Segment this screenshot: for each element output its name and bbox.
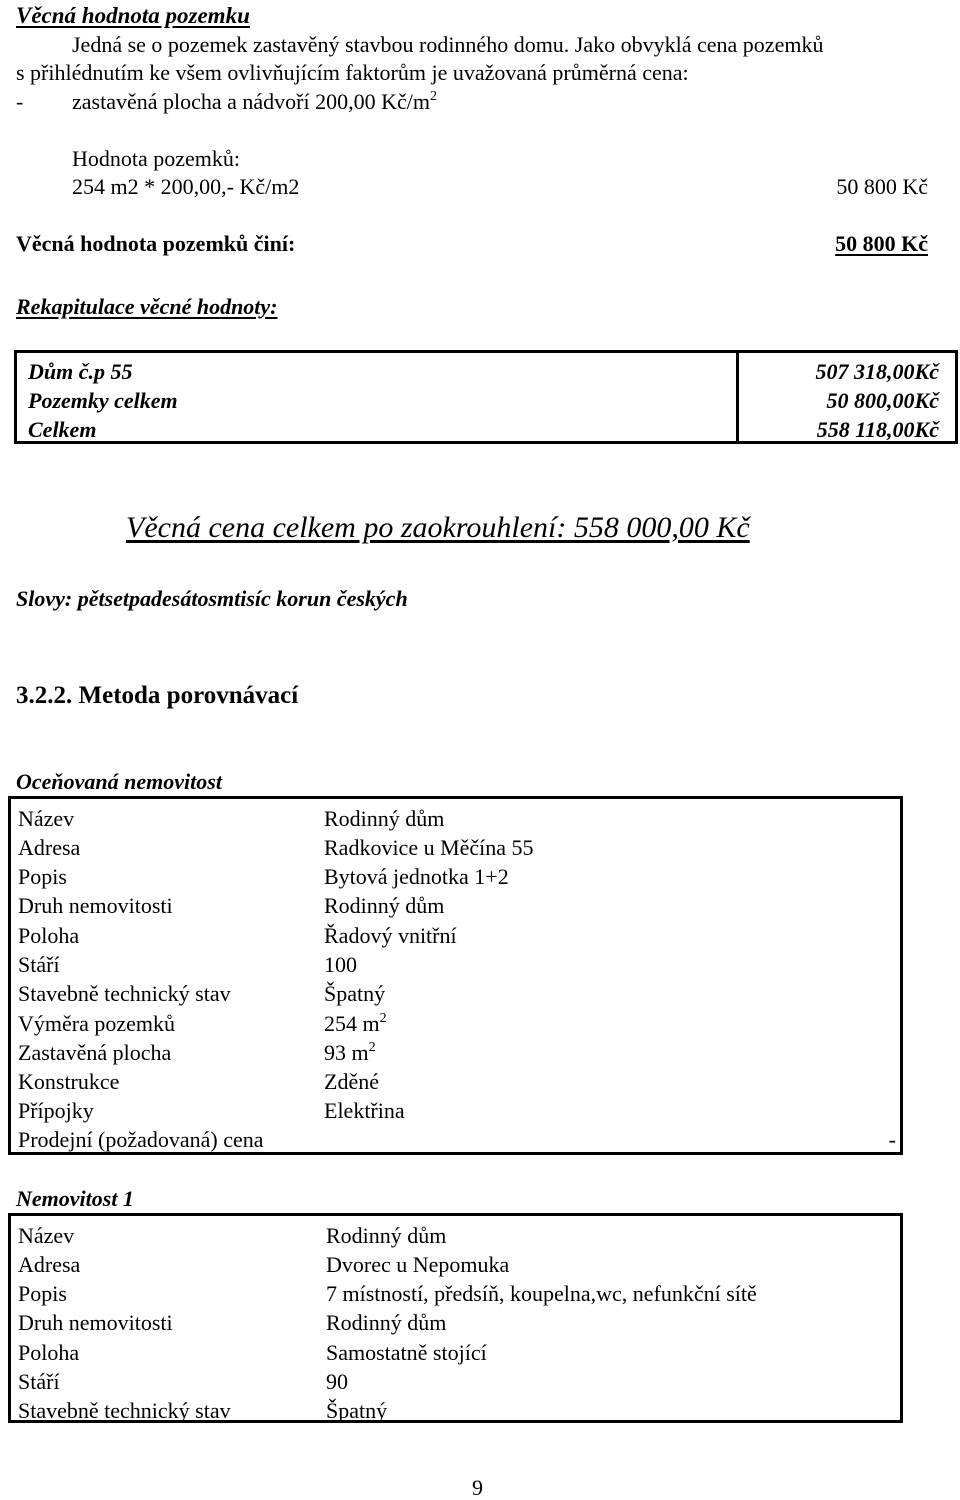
comparable-row-label: Adresa [18,1252,81,1277]
total-land-value: 50 800 Kč [835,231,928,256]
page-number: 9 [472,1475,483,1500]
subject-row-value: Špatný [324,981,386,1006]
calc-formula: 254 m2 * 200,00,- Kč/m2 [72,174,300,199]
comparable-row-value: Rodinný dům [326,1310,447,1335]
subject-row-value: Řadový vnitřní [324,923,457,948]
recap-table [14,350,958,444]
comparable-row-label: Název [18,1223,75,1248]
comparable-row-value: 7 místností, předsíň, koupelna,wc, nefunkční sítě [326,1281,757,1306]
subject-row-value: Bytová jednotka 1+2 [324,864,509,889]
comparable1-table [8,1213,903,1423]
intro-line-3-sup: 2 [429,89,437,104]
subject-row-label: Stáří [18,952,60,977]
recap-value-total: 558 118,00Kč [816,417,939,442]
intro-line-1: Jedná se o pozemek zastavěný stavbou rodinného domu. Jako obvyklá cena pozemků [72,32,824,57]
intro-line-3-text: zastavěná plocha a nádvoří 200,00 Kč/m [72,89,430,114]
section-title: Věcná hodnota pozemku [16,3,250,28]
subject-row-label: Výměra pozemků [18,1011,175,1036]
recap-value-house: 507 318,00Kč [815,359,939,384]
comparable-row-value: Dvorec u Nepomuka [326,1252,510,1277]
subject-row-label: Zastavěná plocha [18,1040,172,1065]
recap-divider [736,353,739,441]
subject-row-label: Poloha [18,923,80,948]
comparable-row-value: 90 [326,1369,348,1394]
subject-row-value [324,1042,376,1064]
subject-row-label: Popis [18,864,67,889]
comparable-row-value: Samostatně stojící [326,1340,487,1365]
comparable1-title: Nemovitost 1 [16,1186,134,1211]
comparable-row-label: Stavebně technický stav [18,1398,231,1423]
recap-title: Rekapitulace věcné hodnoty: [16,294,278,319]
calc-label: Hodnota pozemků: [72,146,241,171]
subject-row-label: Stavebně technický stav [18,981,231,1006]
rounded-total: Věcná cena celkem po zaokrouhlení: 558 000,00 Kč [126,511,750,544]
subject-built-area-value: 93 m [324,1040,369,1065]
subject-row-label: Přípojky [18,1098,94,1123]
recap-value-land: 50 800,00Kč [826,388,939,413]
subject-area-value: 254 m [324,1011,380,1036]
subject-area-sup: 2 [379,1011,387,1026]
comparable-row-value: Rodinný dům [326,1223,447,1248]
recap-label-house: Dům č.p 55 [28,359,133,384]
comparable-row-label: Poloha [18,1340,80,1365]
intro-line-3 [72,91,437,113]
recap-label-land: Pozemky celkem [28,388,178,413]
subject-row-label: Název [18,806,75,831]
subject-row-value [324,1013,387,1035]
comparable-row-label: Popis [18,1281,67,1306]
intro-line-3-dash: - [16,89,24,114]
subject-table [8,796,903,1155]
comparable-row-label: Druh nemovitosti [18,1310,173,1335]
comparable-row-label: Stáří [18,1369,60,1394]
amount-in-words: Slovy: pětsetpadesátosmtisíc korun českých [16,586,408,611]
comparable-row-value: Špatný [326,1398,388,1423]
subject-row-value: Radkovice u Měčína 55 [324,835,534,860]
subject-row-label: Prodejní (požadovaná) cena [18,1127,264,1152]
subject-row-label: Druh nemovitosti [18,893,173,918]
subject-built-area-sup: 2 [368,1040,376,1055]
total-land-label: Věcná hodnota pozemků činí: [16,231,296,256]
subject-title: Oceňovaná nemovitost [16,769,222,794]
subject-row-value: Zděné [324,1069,379,1094]
subject-row-value: Rodinný dům [324,893,445,918]
subject-row-label: Adresa [18,835,81,860]
subject-row-value: 100 [324,952,357,977]
recap-label-total: Celkem [28,417,97,442]
subject-row-value: - [888,1127,896,1152]
calc-result: 50 800 Kč [836,174,928,199]
subject-row-label: Konstrukce [18,1069,120,1094]
subject-row-value: Rodinný dům [324,806,445,831]
intro-line-2: s přihlédnutím ke všem ovlivňujícím faktorům je uvažovaná průměrná cena: [16,60,689,85]
subject-row-value: Elektřina [324,1098,405,1123]
method-heading: 3.2.2. Metoda porovnávací [16,682,299,709]
